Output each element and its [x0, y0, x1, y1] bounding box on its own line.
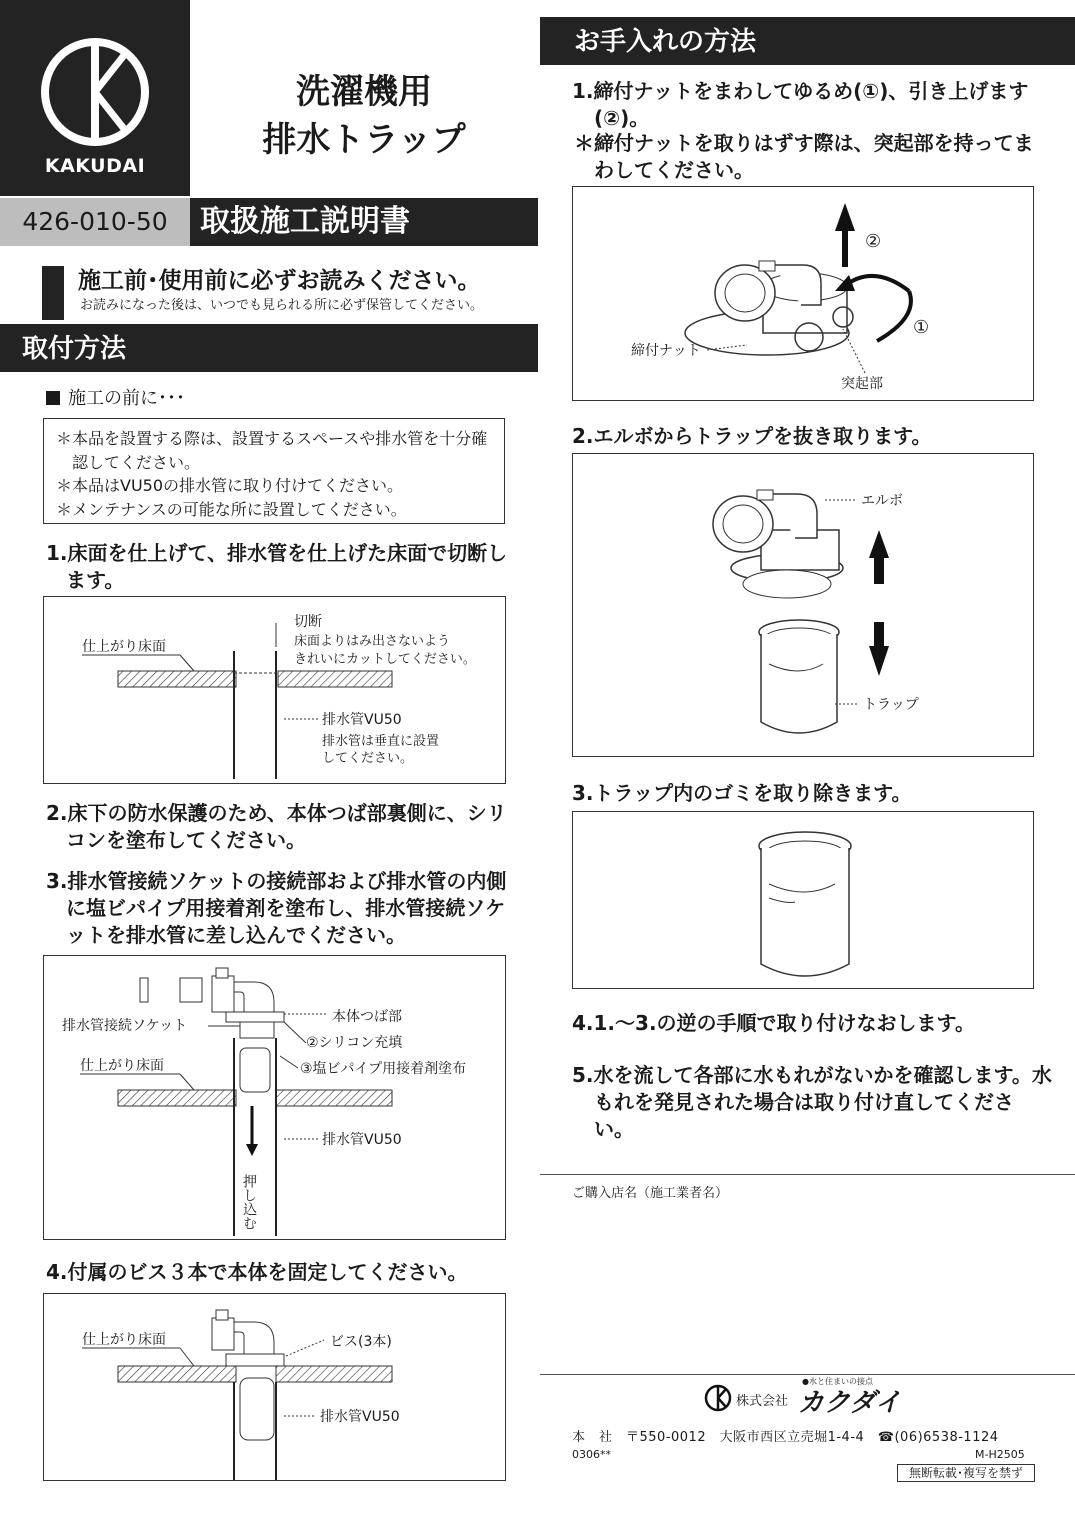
install-step-1: 1.床面を仕上げて、排水管を仕上げた床面で切断します。: [46, 541, 508, 592]
screws-diagram: [44, 1294, 506, 1481]
footer-divider: [540, 1374, 1075, 1375]
buyer-divider: [540, 1174, 1075, 1175]
care-step-4: 4.1.～3.の逆の手順で取り付けなおします。: [572, 1011, 975, 1035]
brand-logo-block: [0, 0, 190, 196]
elbow-diagram: [573, 454, 1034, 757]
nut-diagram: [573, 187, 1034, 401]
fig1-pipe-note-2: してください。: [322, 751, 414, 766]
copyright-notice: 無断転載･複写を禁ず: [897, 1464, 1035, 1482]
company-address: 本 社 〒550-0012 大阪市西区立売堀1-4-4 ☎(06)6538-1124: [572, 1430, 999, 1445]
install-step-3: 3.排水管接続ソケットの接続部および排水管の内側に塩ビパイプ用接着剤を塗布し、排水管接続ソケットを排水管に差し込んでください。: [46, 869, 507, 947]
fig1-floor-label: 仕上がり床面: [82, 639, 166, 655]
before-heading-text: 施工の前に･･･: [68, 388, 185, 409]
brand-name: KAKUDAI: [44, 155, 146, 177]
kakudai-logo-icon: [40, 38, 150, 146]
fig4-pipe-label: 排水管VU50: [320, 1409, 400, 1425]
fig-nut-label: 締付ナット: [631, 343, 701, 359]
figure-cut-pipe: [43, 596, 506, 784]
doc-type: 取扱施工説明書: [190, 198, 538, 246]
install-step-2: 2.床下の防水保護のため、本体つば部裏側に、シリコンを塗布してください。: [46, 801, 507, 852]
care-heading: お手入れの方法: [540, 17, 1075, 65]
print-code: 0306**: [572, 1448, 611, 1461]
buyer-field-label: ご購入店名（施工業者名）: [572, 1186, 729, 1201]
warning-main: 施工前･使用前に必ずお読みください。: [78, 268, 481, 294]
fig3-flange-label: 本体つば部: [332, 1009, 402, 1025]
fig1-cut-note-1: 床面よりはみ出さないよう: [294, 634, 451, 649]
care-step-2: 2.エルボからトラップを抜き取ります。: [572, 424, 932, 448]
company-mark-icon: [704, 1384, 732, 1412]
care-step-3: 3.トラップ内のゴミを取り除きます。: [572, 781, 912, 805]
install-heading: 取付方法: [0, 324, 538, 372]
fig1-cut-note-2: きれいにカットしてください。: [294, 652, 476, 667]
fig-trap-label: トラップ: [863, 697, 919, 713]
doc-code: M-H2505: [975, 1448, 1025, 1461]
fig3-glue-label: ③塩ビパイプ用接着剤塗布: [300, 1061, 467, 1077]
product-title: [190, 68, 538, 164]
warning-bar: [42, 266, 64, 320]
figure-nut: [572, 186, 1034, 401]
care-step-1: 1.締付ナットをまわしてゆるめ(①)、引き上げます(②)。: [572, 79, 1029, 130]
fig3-silicone-label: ②シリコン充填: [306, 1035, 403, 1051]
figure-socket: [43, 955, 506, 1240]
figure-elbow: [572, 453, 1034, 757]
care-step-5: 5.水を流して各部に水もれがないかを確認します。水もれを発見された場合は取り付け直してください。: [572, 1063, 1052, 1141]
install-step-4: 4.付属のビス３本で本体を固定してください。: [46, 1260, 468, 1284]
company-prefix: 株式会社: [736, 1394, 789, 1409]
fig1-cut-label: 切断: [294, 614, 322, 630]
note-item: ＊本品はVU50の排水管に取り付けてください。: [56, 476, 404, 495]
note-item: ＊メンテナンスの可能な所に設置してください。: [56, 499, 407, 519]
company-name: カクダイ: [798, 1388, 901, 1418]
note-item: ＊本品を設置する際は、設置するスペースや排水管を十分確認してください。: [56, 429, 488, 472]
fig4-screws-label: ビス(3本): [330, 1334, 392, 1350]
company-tagline: ●水と住まいの接点: [802, 1377, 873, 1386]
fig4-floor-label: 仕上がり床面: [82, 1332, 166, 1348]
fig-n2-label: ②: [865, 231, 882, 252]
figure-screws: [43, 1293, 506, 1481]
fig3-push-label: 押し込む: [241, 1174, 257, 1230]
title-line-2: 排水トラップ: [262, 120, 466, 160]
fig1-pipe-label: 排水管VU50: [322, 712, 402, 728]
figure-trap: [572, 811, 1034, 989]
socket-diagram: [44, 956, 506, 1240]
fig1-pipe-note-1: 排水管は垂直に設置: [322, 734, 440, 749]
model-number: 426-010-50: [0, 198, 190, 246]
care-step-1-note: ＊締付ナットを取りはずす際は、突起部を持ってまわしてください。: [574, 131, 1034, 182]
before-heading: [46, 384, 185, 410]
notes-box: [43, 418, 505, 524]
fig-protrusion-label: 突起部: [841, 376, 883, 392]
cut-pipe-diagram: [44, 597, 506, 784]
fig-n1-label: ①: [913, 317, 930, 338]
title-line-1: 洗濯機用: [296, 72, 432, 112]
fig3-socket-label: 排水管接続ソケット: [62, 1018, 188, 1034]
trap-diagram: [573, 812, 1034, 989]
fig-elbow-label: エルボ: [861, 493, 903, 509]
fig3-pipe-label: 排水管VU50: [322, 1132, 402, 1148]
square-bullet-icon: [46, 391, 60, 405]
warning-sub: お読みになった後は、いつでも見られる所に必ず保管してください。: [80, 298, 484, 313]
fig3-floor-label: 仕上がり床面: [80, 1058, 164, 1074]
